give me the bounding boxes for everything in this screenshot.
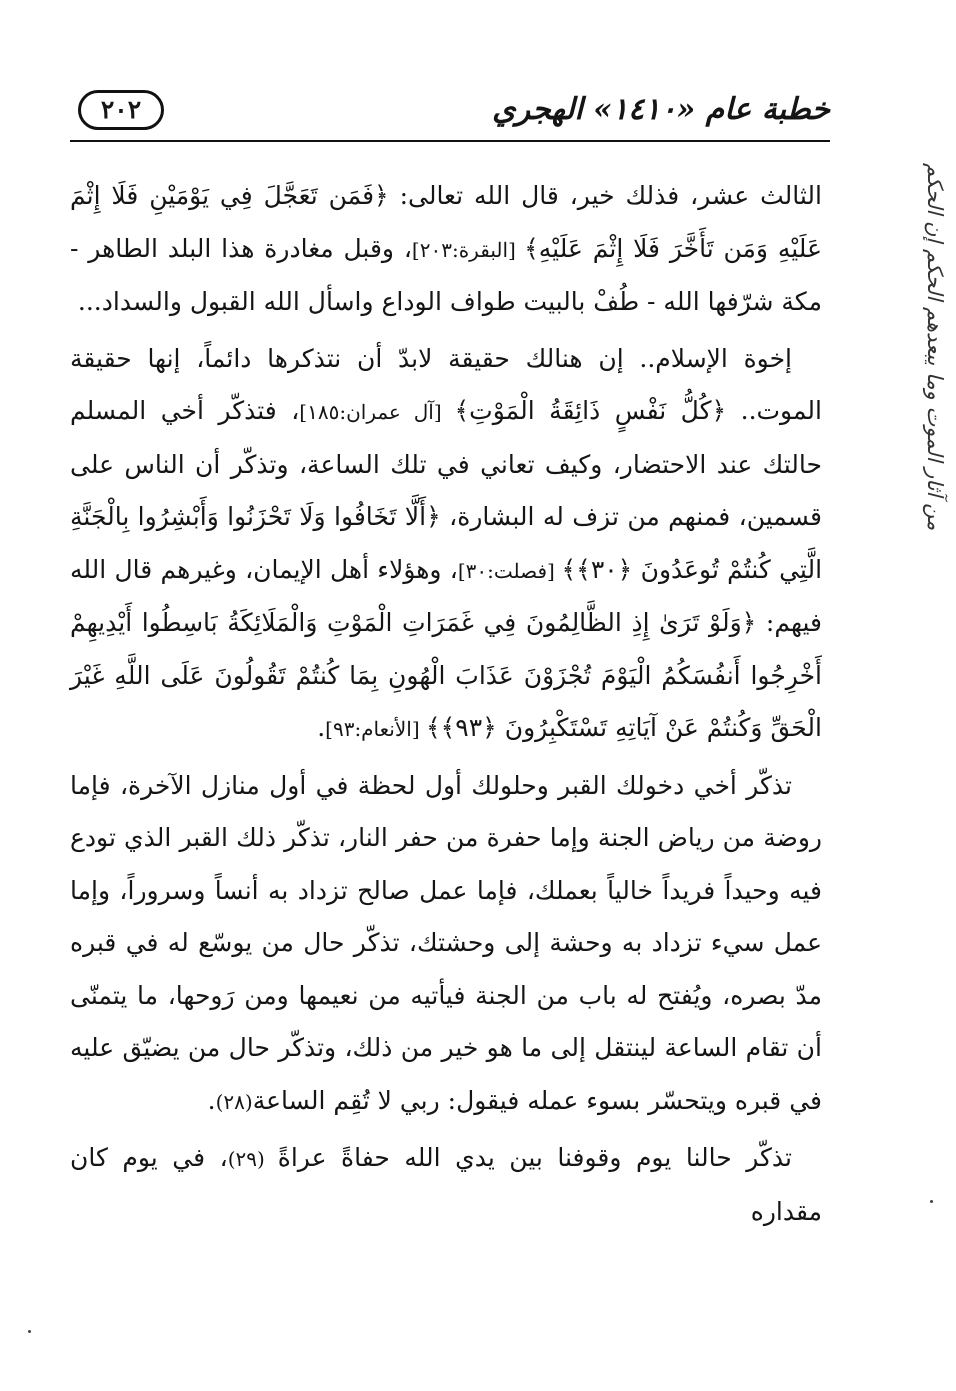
quran-verse: ﴿وَلَوْ تَرَىٰ إِذِ الظَّالِمُونَ فِي غَمَرَاتِ الْمَوْتِ وَالْمَلَائِكَةُ بَاسِطُوا أَيْدِيهِمْ أَخْرِجُوا أَنفُسَكُمُ الْيَوْمَ تُجْزَوْنَ عَذَابَ الْهُونِ بِمَا كُنتُمْ تَقُولُونَ عَلَى اللَّهِ غَيْرَ الْحَقِّ وَكُنتُمْ عَنْ آيَاتِهِ تَسْتَكْبِرُونَ ﴿٩٣﴾﴾ [70,608,822,742]
text-segment: . [207,1085,216,1115]
reference: (٢٩) [227,1147,278,1171]
text-segment: . [317,713,326,742]
text-segment: تذكّر أخي دخولك القبر وحلولك أول لحظة في أول منازل الآخرة، فإما روضة من رياض الجنة وإما حفرة من حفر النار، تذكّر ذلك القبر الذي تودع فيه وحيداً فريداً خالياً بعملك، فإما عمل صالح تزداد به أنساً وسروراً، وإما عمل سيء تزداد به وحشة إلى وحشتك، تذكّر حال من يوسّع له في قبره مدّ بصره، ويُفتح له باب من الجنة فيأتيه من نعيمها ومن رَوحها، ما يتمنّى أن تقام الساعة لينتقل إلى ما هو خير من ذلك، وتذكّر حال من يضيّق عليه في قبره ويتحسّر بسوء عمله فيقول: ربي لا تُقِم الساعة [70,770,823,1115]
reference: [الأنعام:٩٣] [325,717,426,741]
paragraph [70,760,822,1129]
text-segment: تذكّر حالنا يوم وقوفنا بين يدي الله حفاةً عراةً [277,1143,792,1172]
paragraph [70,333,822,756]
text-segment: ، فتذكّر أخي المسلم حالتك عند الاحتضار، وكيف تعاني في تلك الساعة، وتذكّر أن الناس على قسمين، فمنهم من تزف له البشارة، [70,396,822,531]
reference: [آل عمران:١٨٥] [299,400,455,424]
page-number: ٢٠٢ [78,90,164,130]
quran-verse: ﴿فَمَن تَعَجَّلَ فِي يَوْمَيْنِ فَلَا إِثْمَ عَلَيْهِ وَمَن تَأَخَّرَ فَلَا إِثْمَ عَلَيْهِ﴾ [70,181,822,263]
quran-verse: ﴿كُلُّ نَفْسٍ ذَائِقَةُ الْمَوْتِ﴾ [454,396,727,425]
text-segment: ، وقبل مغادرة هذا البلد الطاهر - مكة شرّفها الله - طُفْ بالبيت طواف الوداع واسأل الله القبول والسداد... [70,233,822,316]
running-title: خطبة عام «١٤١٠» الهجري [492,92,830,127]
body-text [70,170,822,1238]
paragraph [70,170,822,329]
handwritten-margin-note: من آثار الموت وما يبعدهم الحكم إن الحكم [923,162,947,530]
page-header [70,86,830,140]
header-rule [70,140,830,142]
reference: [البقرة:٢٠٣] [411,237,525,262]
text-segment: إخوة الإسلام.. إن هنالك حقيقة لابدّ أن نتذكرها دائماً، إنها حقيقة الموت.. [70,343,822,425]
paragraph [70,1132,822,1238]
scan-speck [28,1330,31,1333]
reference: (٢٨) [215,1089,253,1114]
text-segment: ، وهؤلاء أهل الإيمان، وغيرهم قال الله فيهم: [70,554,822,637]
scan-speck [930,1200,933,1203]
reference: [فصلت:٣٠] [457,558,562,583]
text-segment: الثالث عشر، فذلك خير، قال الله تعالى: [388,181,822,210]
text-segment: ، في يوم كان مقداره [70,1143,822,1226]
quran-verse: ﴿أَلَّا تَخَافُوا وَلَا تَحْزَنُوا وَأَبْشِرُوا بِالْجَنَّةِ الَّتِي كُنتُمْ تُوعَدُونَ ﴿٣٠﴾﴾ [70,502,823,584]
